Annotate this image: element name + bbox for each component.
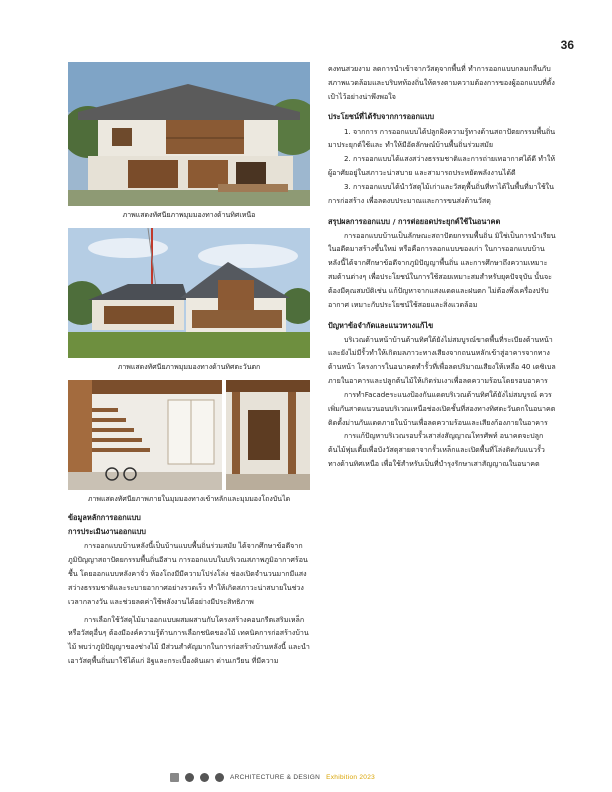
heading-design-principles: ข้อมูลหลักการออกแบบ xyxy=(68,513,141,523)
heading-benefits: ประโยชน์ที่ได้รับจากการออกแบบ xyxy=(328,112,435,122)
interior-stair-illustration xyxy=(68,380,222,490)
heading-problems: ปัญหาข้อจำกัดและแนวทางแก้ไข xyxy=(328,320,434,330)
photo-west-view xyxy=(68,228,310,358)
benefit-item-1: 1. จากการ การออกแบบได้ปลูกฝังความรู้ทางด้านสถาปัตยกรรมพื้นถิ่นมาประยุกต์ใช้และ ทำให้มีอัตลักษณ์บ้านพื้นถิ่นร่วมสมัย xyxy=(328,126,556,150)
house-west-illustration xyxy=(68,228,310,358)
paragraph-problems-2: การทำFacadeระแนงป้องกันแดดบริเวณด้านทิศใต้ยังไม่สมบูรณ์ ควรเพิ่มกันสาดแนวนอนบริเวณเหนือช่องเปิดชั้นที่สองทางทิศตะวันตกในอนาคตติดตั้งม่านกันแดดภายในบ้านเพื่อลดความร้อนและเสียงก้องภายในอาคาร xyxy=(328,389,556,427)
heading-design-evaluation: การประเมินงานออกแบบ xyxy=(68,527,146,537)
footer-publication: ARCHITECTURE & DESIGN xyxy=(230,773,321,781)
right-column xyxy=(328,62,556,471)
caption-photo-interior: ภาพแสดงทัศนียภาพภายในมุมมองทางเข้าหลักและมุมมองโถงบันได xyxy=(87,495,291,504)
footer-event: Exhibition 2023 xyxy=(326,773,376,781)
benefit-item-3: 3. การออกแบบได้นำวัสดุไม้เก่าและวัสดุพื้นถิ่นที่หาได้ในพื้นที่มาใช้ในการก่อสร้าง เพื่อลดงบประมาณและการขนส่งด้านวัสดุ xyxy=(328,181,554,205)
university-logo-icon xyxy=(185,773,194,782)
benefit-item-2: 2. การออกแบบได้แสงสว่างธรรมชาติและการถ่ายเทอากาศได้ดี ทำให้ผู้อาศัยอยู่ในสภาวะน่าสบาย และสามารถประหยัดพลังงานได้ดี xyxy=(328,154,556,178)
caption-photo-north: ภาพแสดงทัศนียภาพมุมมองทางด้านทิศเหนือ xyxy=(122,211,256,219)
paragraph-problems-3: การแก้ปัญหาบริเวณรอบรั้วเสาส่งสัญญาณโทรศัพท์ อนาคตจะปลูกต้นไม้พุ่มเตี้ยเพื่อบังวัสดุสายตาจากรั้วเหล็กและเปิดพื้นที่โล่งติดกับแนวรั้วทางด้านทิศเหนือ เพื่อใช้สำหรับเป็นที่บำรุงรักษาเสาสัญญาณในอนาคต xyxy=(328,431,545,469)
paragraph-materials-continued: คงทนสวยงาม ลดการนำเข้าจากวัสดุจากพื้นที่ ทำการออกแบบกลมกลืนกับสภาพแวดล้อมและบริบทท้องถิ่นให้ตรงตามความต้องการของผู้ออกแบบที่ตั้งเป้าไว้อย่างน่าพึงพอใจ xyxy=(328,64,555,101)
page-number: 36 xyxy=(560,38,574,52)
photo-interior-hall xyxy=(226,380,310,490)
caption-photo-west: ภาพแสดงทัศนียภาพมุมมองทางด้านทิศตะวันตก xyxy=(117,363,261,372)
house-north-illustration xyxy=(68,62,310,206)
sponsor-logo-icon xyxy=(170,773,179,782)
paragraph-problems-1: บริเวณด้านหน้าบ้านด้านทิศใต้ยังไม่สมบูรณ์ขาดพื้นที่ระเบียงด้านหน้าและยังไม่มีรั้วทำให้เกิดมลภาวะทางเสียงจากถนนหลักเข้าสู่อาคารจากทางด้านหน้า โครงการในอนาคตทำรั้วที่เพื่อลดปริมาณเสียงให้เหลือ 40 เดซิเบลภายในอาคารและปลูกต้นไม้ให้เกิดร่มเงาเพื่อลดความร้อนโดยรอบอาคาร xyxy=(328,334,556,386)
footer xyxy=(170,771,430,783)
left-column xyxy=(68,62,310,668)
heading-summary: สรุปผลการออกแบบ / การต่อยอดประยุกต์ใช้ในอนาคต xyxy=(328,216,501,226)
faculty-logo-icon xyxy=(200,773,209,782)
interior-hall-illustration xyxy=(226,380,310,490)
paragraph-design-evaluation: การออกแบบบ้านหลังนี้เป็นบ้านแบบพื้นถิ่นร่วมสมัย ได้จากศึกษาข้อดีจากภูมิปัญญาสถาปัตยกรรมพื้นถิ่นอีสาน การออกแบบในบริเวณสภาพภูมิอากาศร้อนชื้น โดยออกแบบหลังคาจั่ว ห้องโถงมีมีความโปร่งโล่ง ช่องเปิดจำนวนมากมีแสงสว่างธรรมชาติและระบายอากาศอย่างรวดเร็ว ทำให้เกิดสภาวะน่าสบายในช่วงเวลากลางวัน และช่วยลดค่าใช้พลังงานได้อย่างมีประสิทธิภาพ xyxy=(68,541,308,606)
paragraph-materials: การเลือกใช้วัสดุไม้มาออกแบบผสมผสานกับโครงสร้างคอนกรีตเสริมเหล็กหรือวัสดุอื่นๆ ต้องมีองค์ความรู้ด้านการเลือกชนิดของไม้ เทคนิคการก่อสร้างบ้านไม้ พบว่าภูมิปัญญาของช่างไม้ มีส่วนสำคัญมากในการก่อสร้างบ้านหลังนี้ และนำเอาวัสดุพื้นถิ่นมาใช้ได้แก่ อิฐและกระเบื้องดินเผา ด่านเกวียน ที่มีความ xyxy=(68,614,310,666)
photo-north-view xyxy=(68,62,310,206)
photo-interior-stair xyxy=(68,380,222,490)
photo-interior-row xyxy=(68,380,310,490)
paragraph-summary: การออกแบบบ้านเป็นลักษณะสถาปัตยกรรมพื้นถิ่น มิใช่เป็นการนำเรียนในอดีตมาสร้างขึ้นใหม่ หรือคือการลอกแบบของเก่า ในการออกแบบบ้านหลังนี้ได้จากศึกษาข้อดีจากภูมิปัญญาพื้นถิ่น และการศึกษาถึงความเหมาะสมด้านต่างๆ เพื่อประโยชน์ในการใช้สอยเหมาะสมสำหรับยุคปัจจุบัน นั้นจะต้องมีคุณสมบัติเช่น แก้ปัญหาจากแสงแดดและฝนตก ไม่ต้องพึ่งเครื่องปรับอากาศ เหมาะกับประโยชน์ใช้สอยและสิ่งแวดล้อม xyxy=(328,230,556,309)
seal-logo-icon xyxy=(215,773,224,782)
